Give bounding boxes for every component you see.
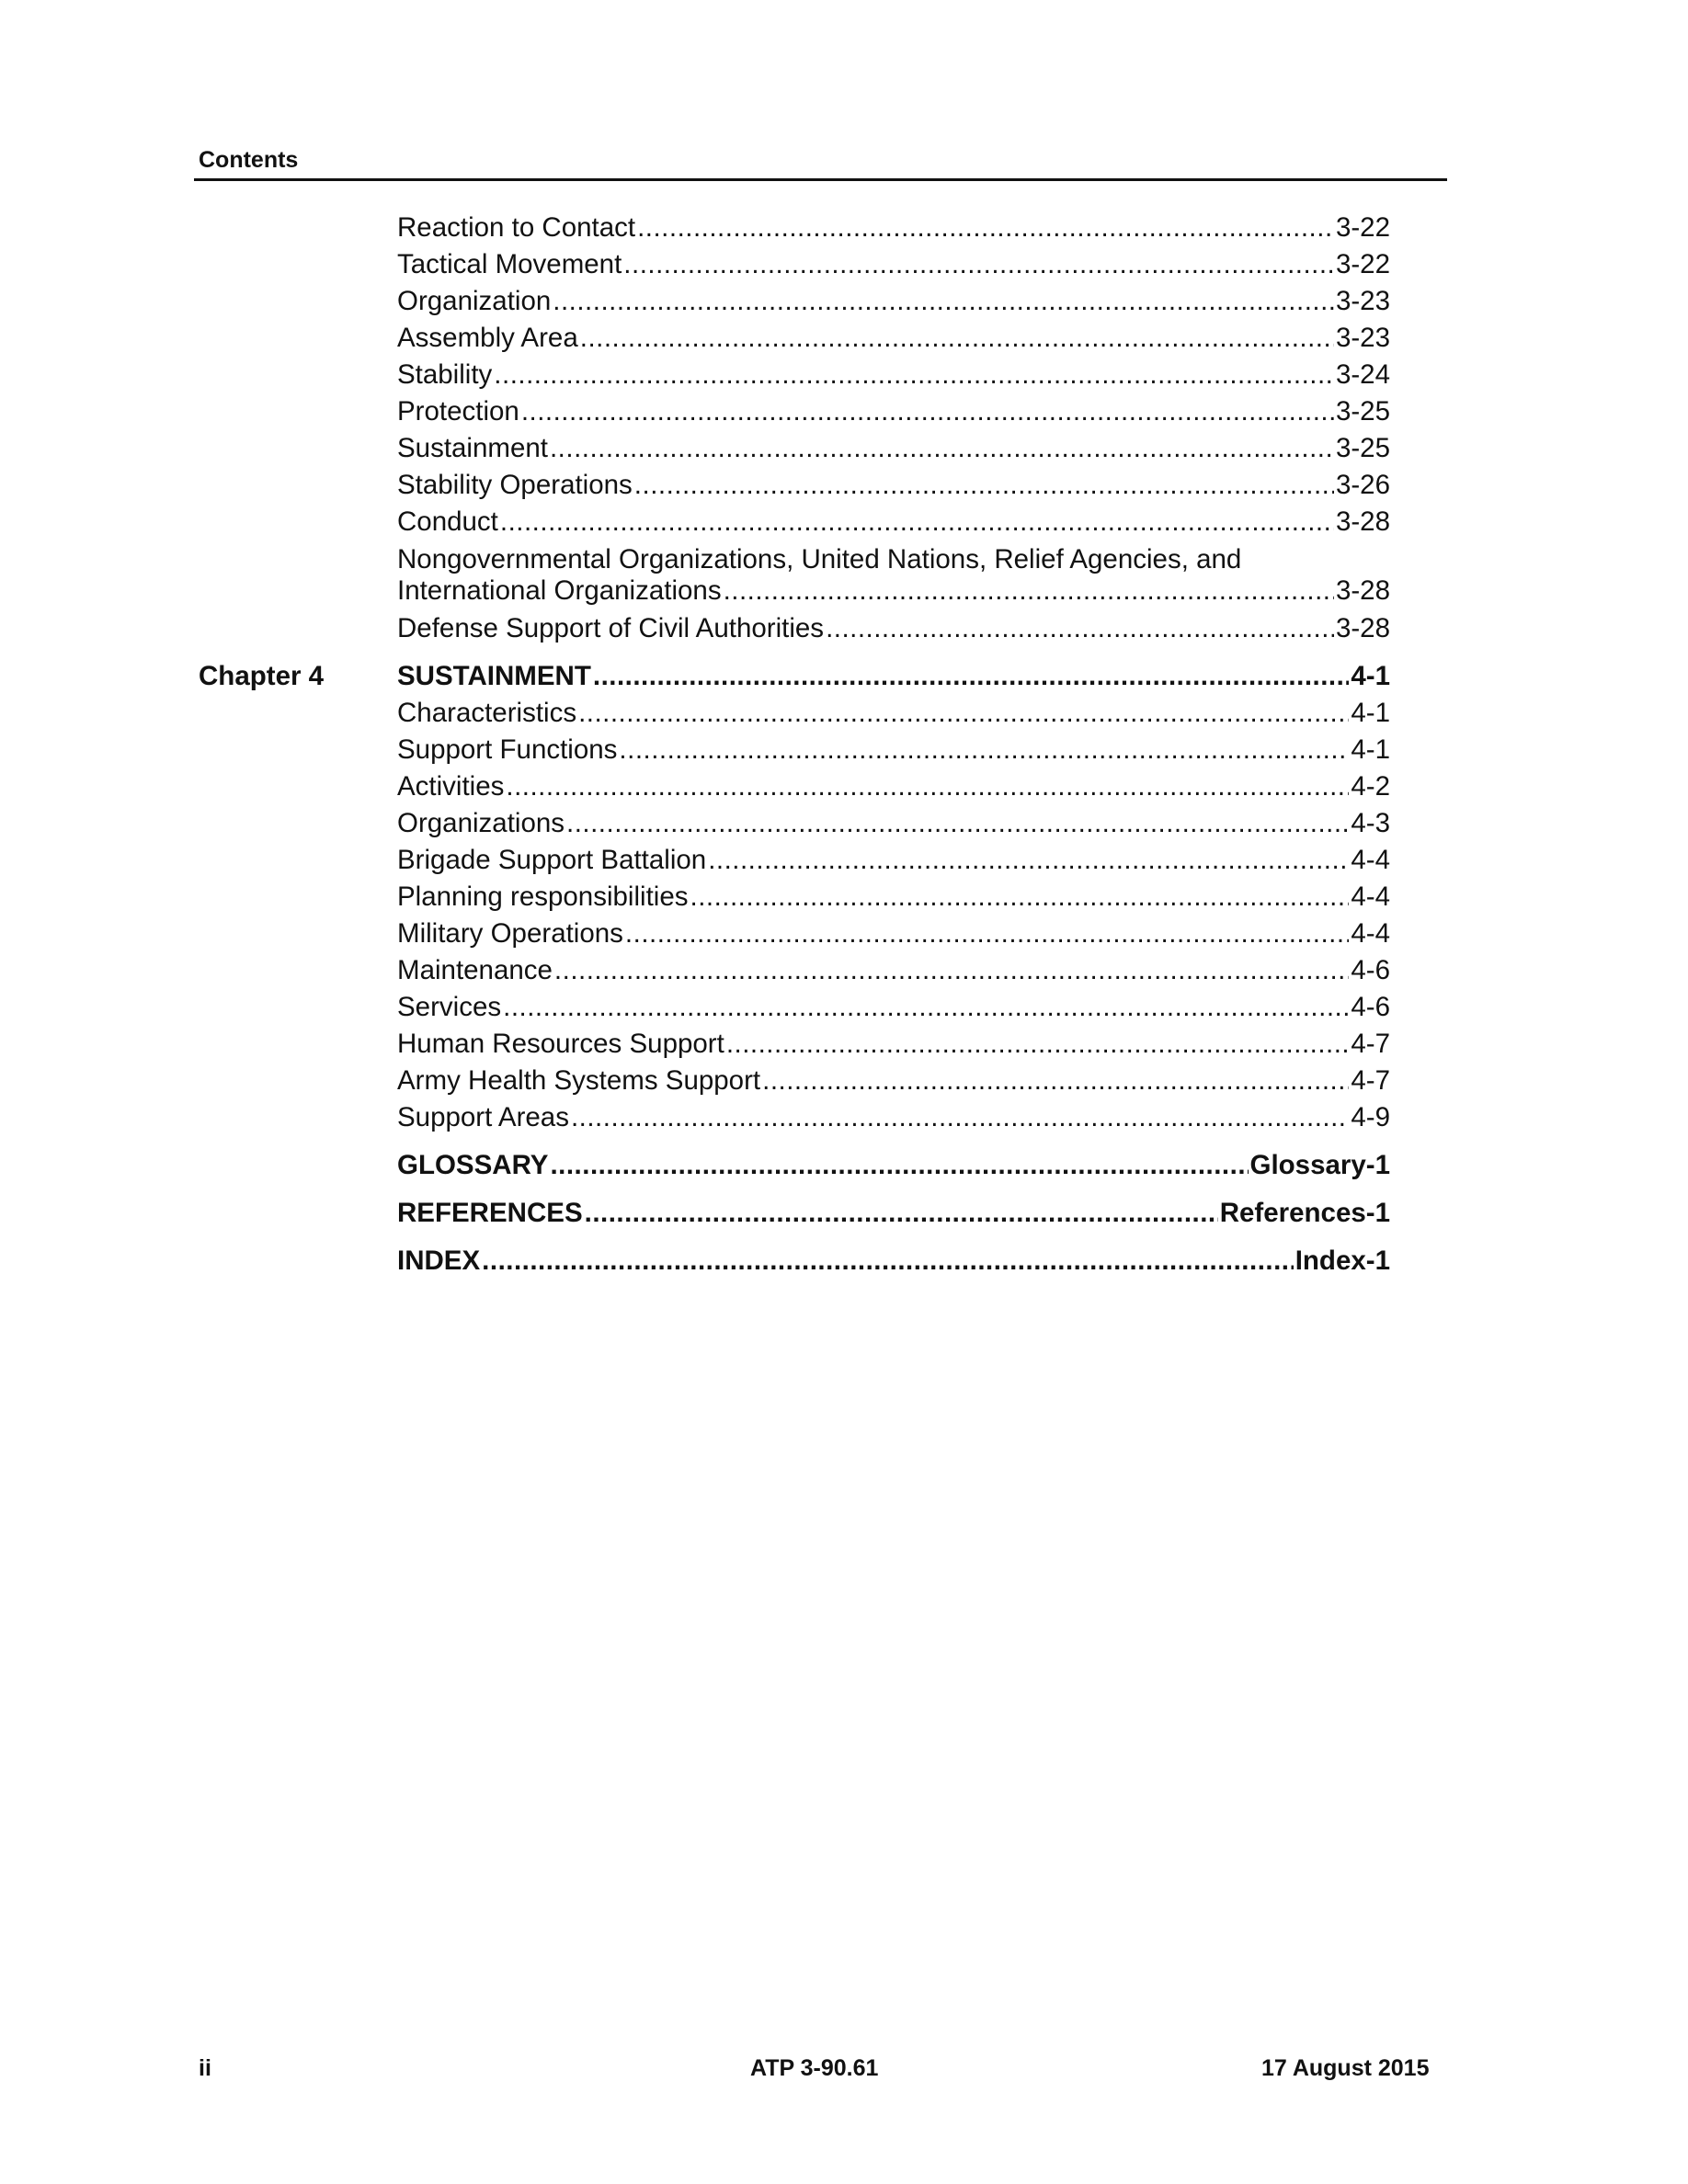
toc-title: Brigade Support Battalion [397, 845, 707, 875]
toc-row[interactable] [397, 249, 1390, 280]
dot-leader [593, 661, 1349, 692]
toc-title: Assembly Area [397, 323, 578, 353]
toc-title: Support Areas [397, 1102, 569, 1132]
dot-leader [550, 1150, 1248, 1181]
dot-leader [726, 1029, 1350, 1060]
toc-row-glossary[interactable] [397, 1150, 1390, 1181]
toc-title: Services [397, 992, 502, 1022]
dot-leader [554, 955, 1349, 986]
dot-leader [521, 396, 1334, 427]
toc-title: Sustainment [397, 433, 548, 463]
toc-row[interactable] [397, 918, 1390, 950]
dot-leader [571, 1102, 1349, 1133]
toc-page: 3-28 [1335, 506, 1390, 537]
toc-title: SUSTAINMENT [397, 661, 591, 691]
toc-row[interactable] [397, 1029, 1390, 1060]
dot-leader [500, 506, 1334, 538]
dot-leader [625, 918, 1349, 950]
footer-publication: ATP 3-90.61 [750, 2055, 879, 2081]
dot-leader [690, 882, 1350, 913]
dot-leader [506, 771, 1349, 802]
toc-row[interactable] [397, 613, 1390, 644]
toc-title: Planning responsibilities [397, 882, 689, 912]
toc-title: Army Health Systems Support [397, 1065, 761, 1096]
header-label: Contents [199, 147, 299, 173]
toc-page: 4-7 [1351, 1065, 1390, 1096]
dot-leader [634, 470, 1334, 501]
dot-leader [619, 734, 1349, 766]
footer-date: 17 August 2015 [1261, 2055, 1430, 2081]
toc-page: 3-23 [1335, 286, 1390, 316]
toc-title: Protection [397, 396, 519, 427]
header-rule [194, 178, 1447, 181]
toc-page: 3-25 [1335, 396, 1390, 427]
toc-title: Conduct [397, 506, 498, 537]
toc-row[interactable] [397, 506, 1390, 538]
toc-title: GLOSSARY [397, 1150, 549, 1180]
toc-page: 4-9 [1351, 1102, 1390, 1132]
toc-row[interactable] [397, 433, 1390, 464]
toc-row-wrapped-line1[interactable]: Nongovernmental Organizations, United Nations, Relief Agencies, and [397, 544, 1242, 574]
toc-title: Stability Operations [397, 470, 633, 500]
dot-leader [566, 808, 1349, 839]
toc-page: References-1 [1219, 1198, 1390, 1228]
toc-page: 3-23 [1335, 323, 1390, 353]
toc-page: Glossary-1 [1249, 1150, 1390, 1180]
toc-row-references[interactable] [397, 1198, 1390, 1229]
toc-row[interactable] [397, 734, 1390, 766]
toc-row[interactable] [397, 359, 1390, 391]
dot-leader [585, 1198, 1218, 1229]
toc-title: INDEX [397, 1246, 481, 1276]
chapter-title-row[interactable] [397, 661, 1390, 692]
dot-leader [578, 698, 1349, 729]
toc-title: Support Functions [397, 734, 618, 765]
toc-row[interactable] [397, 1102, 1390, 1133]
dot-leader [623, 249, 1334, 280]
toc-page: 4-6 [1351, 955, 1390, 985]
toc-title: Organization [397, 286, 552, 316]
toc-title: Maintenance [397, 955, 553, 985]
toc-title: Defense Support of Civil Authorities [397, 613, 825, 643]
toc-page: 4-6 [1351, 992, 1390, 1022]
toc-row[interactable] [397, 212, 1390, 244]
toc-row[interactable] [397, 286, 1390, 317]
toc-title: Characteristics [397, 698, 577, 728]
toc-row[interactable] [397, 470, 1390, 501]
toc-title: International Organizations [397, 575, 722, 606]
toc-row[interactable] [397, 575, 1390, 607]
toc-row[interactable] [397, 955, 1390, 986]
toc-page: 4-4 [1351, 845, 1390, 875]
toc-page: Index-1 [1295, 1246, 1390, 1276]
footer-page-number: ii [199, 2055, 211, 2081]
dot-leader [482, 1246, 1294, 1277]
toc-page: 3-25 [1335, 433, 1390, 463]
toc-row-index[interactable] [397, 1246, 1390, 1277]
toc-title: Organizations [397, 808, 565, 838]
toc-row[interactable] [397, 698, 1390, 729]
dot-leader [503, 992, 1349, 1023]
dot-leader [637, 212, 1334, 244]
toc-page: 4-3 [1351, 808, 1390, 838]
dot-leader [494, 359, 1334, 391]
toc-title: REFERENCES [397, 1198, 583, 1228]
toc-page: 4-4 [1351, 918, 1390, 949]
toc-page: 4-1 [1351, 698, 1390, 728]
toc-row[interactable] [397, 882, 1390, 913]
toc-row[interactable] [397, 845, 1390, 876]
toc-row[interactable] [397, 808, 1390, 839]
dot-leader [826, 613, 1334, 644]
toc-page: 3-24 [1335, 359, 1390, 390]
dot-leader [580, 323, 1334, 354]
toc-title: Human Resources Support [397, 1029, 724, 1059]
toc-page: 3-22 [1335, 212, 1390, 243]
toc-page: 4-1 [1351, 661, 1390, 691]
toc-title: Tactical Movement [397, 249, 622, 279]
toc-page: 3-22 [1335, 249, 1390, 279]
toc-title: Military Operations [397, 918, 623, 949]
dot-leader [553, 286, 1334, 317]
toc-page: 4-4 [1351, 882, 1390, 912]
toc-row[interactable] [397, 771, 1390, 802]
toc-title: Reaction to Contact [397, 212, 636, 243]
toc-page: 3-28 [1335, 575, 1390, 606]
toc-page: 4-7 [1351, 1029, 1390, 1059]
dot-leader [724, 575, 1334, 607]
toc-page: 3-26 [1335, 470, 1390, 500]
toc-row[interactable] [397, 323, 1390, 354]
toc-page: 3-28 [1335, 613, 1390, 643]
toc-row[interactable] [397, 1065, 1390, 1097]
toc-title: Activities [397, 771, 505, 802]
dot-leader [550, 433, 1334, 464]
toc-page: 4-2 [1351, 771, 1390, 802]
dot-leader [762, 1065, 1349, 1097]
dot-leader [708, 845, 1349, 876]
toc-title: Stability [397, 359, 493, 390]
toc-row[interactable] [397, 992, 1390, 1023]
toc-row[interactable] [397, 396, 1390, 427]
toc-page: 4-1 [1351, 734, 1390, 765]
chapter-label: Chapter 4 [199, 661, 325, 691]
